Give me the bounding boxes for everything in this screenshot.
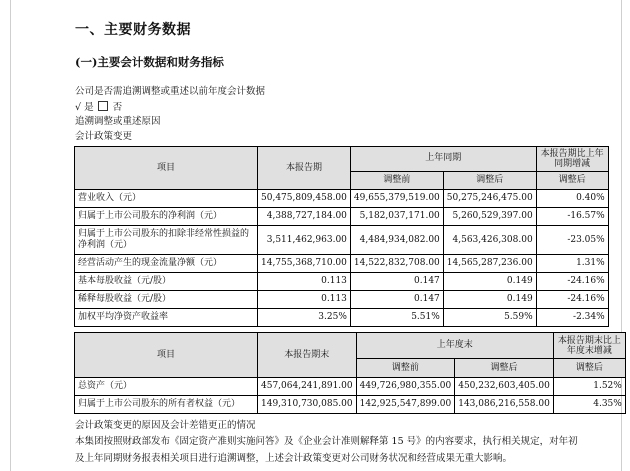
cell-current: 0.113 xyxy=(258,273,351,291)
row-label: 基本每股收益（元/股） xyxy=(75,273,258,291)
cell-current: 3.25% xyxy=(258,309,351,327)
restatement-question: 公司是否需追溯调整或重述以前年度会计数据 xyxy=(75,86,266,97)
cell-before: 14,522,832,708.00 xyxy=(350,255,443,273)
cell-after: 4,563,426,308.00 xyxy=(443,226,536,255)
restatement-answer xyxy=(75,101,122,114)
no-label: 否 xyxy=(112,102,123,113)
cell-change: -23.05% xyxy=(536,226,608,255)
row-label: 稀释每股收益（元/股） xyxy=(75,291,258,309)
check-mark-icon: √ xyxy=(75,102,82,113)
row-label: 归属于上市公司股东的扣除非经常性损益的净利润（元） xyxy=(75,226,258,255)
table-row xyxy=(75,273,609,291)
header-change-adjusted: 调整后 xyxy=(553,359,625,378)
cell-change: 4.35% xyxy=(553,396,625,414)
table-row xyxy=(75,378,626,396)
cell-after: 450,232,603,405.00 xyxy=(455,378,554,396)
header-before-adjust: 调整前 xyxy=(350,171,443,189)
cell-before: 49,655,379,519.00 xyxy=(350,190,443,208)
cell-change: 1.52% xyxy=(553,378,625,396)
row-label: 经营活动产生的现金流量净额（元） xyxy=(75,255,258,273)
table-row xyxy=(75,208,609,226)
cell-current: 4,388,727,184.00 xyxy=(258,208,351,226)
cell-before: 449,726,980,355.00 xyxy=(356,378,455,396)
policy-change-title: 会计政策变更的原因及会计差错更正的情况 xyxy=(75,420,256,431)
cell-before: 5,182,037,171.00 xyxy=(350,208,443,226)
table-row xyxy=(75,396,626,414)
row-label: 营业收入（元） xyxy=(75,190,258,208)
subsection-heading: (一)主要会计数据和财务指标 xyxy=(75,55,224,69)
cell-current: 457,064,241,891.00 xyxy=(258,378,357,396)
header-item: 项目 xyxy=(75,147,258,190)
header-change: 本报告期比上年同期增减 xyxy=(536,147,608,172)
cell-current: 149,310,730,085.00 xyxy=(258,396,357,414)
cell-current: 14,755,368,710.00 xyxy=(258,255,351,273)
cell-after: 0.149 xyxy=(443,273,536,291)
row-label: 加权平均净资产收益率 xyxy=(75,309,258,327)
cell-before: 142,925,547,899.00 xyxy=(356,396,455,414)
table-row xyxy=(75,309,609,327)
header-after-adjust: 调整后 xyxy=(455,359,554,378)
cell-after: 50,275,246,475.00 xyxy=(443,190,536,208)
balance-data-table xyxy=(74,332,626,414)
table-row xyxy=(75,226,609,255)
cell-before: 4,484,934,082.00 xyxy=(350,226,443,255)
header-change-adjusted: 调整后 xyxy=(536,171,608,189)
table-row xyxy=(75,291,609,309)
cell-change: -16.57% xyxy=(536,208,608,226)
header-prior-period: 上年同期 xyxy=(350,147,536,172)
table-row xyxy=(75,190,609,208)
cell-after: 14,565,287,236.00 xyxy=(443,255,536,273)
cell-change: -24.16% xyxy=(536,291,608,309)
row-label: 总资产（元） xyxy=(75,378,258,396)
cell-current: 50,475,809,458.00 xyxy=(258,190,351,208)
restatement-reason: 会计政策变更 xyxy=(75,131,133,142)
header-current-period-end: 本报告期末 xyxy=(258,333,357,378)
section-heading: 一、主要财务数据 xyxy=(75,22,191,38)
cell-after: 5.59% xyxy=(443,309,536,327)
cell-after: 5,260,529,397.00 xyxy=(443,208,536,226)
row-label: 归属于上市公司股东的所有者权益（元） xyxy=(75,396,258,414)
page-left-edge xyxy=(10,0,11,471)
header-after-adjust: 调整后 xyxy=(443,171,536,189)
header-current-period: 本报告期 xyxy=(258,147,351,190)
cell-before: 0.147 xyxy=(350,291,443,309)
cell-change: -24.16% xyxy=(536,273,608,291)
cell-after: 0.149 xyxy=(443,291,536,309)
table-row xyxy=(75,255,609,273)
header-prior-year-end: 上年度末 xyxy=(356,333,553,359)
policy-change-note: 本集团按照财政部发布《固定资产准则实施问答》及《企业会计准则解释第 15 号》的内容要求，执行相关规定，对年初及上年同期财务报表相关项目进行追溯调整，上述会计政策变更对公司财务状况和经营成果无重大影响。 xyxy=(75,436,578,464)
cell-before: 5.51% xyxy=(350,309,443,327)
cell-change: 0.40% xyxy=(536,190,608,208)
cell-after: 143,086,216,558.00 xyxy=(455,396,554,414)
cell-change: -2.34% xyxy=(536,309,608,327)
header-change: 本报告期末比上年度末增减 xyxy=(553,333,625,359)
header-item: 项目 xyxy=(75,333,258,378)
restatement-reason-title: 追溯调整或重述原因 xyxy=(75,116,161,127)
header-before-adjust: 调整前 xyxy=(356,359,455,378)
cell-current: 0.113 xyxy=(258,291,351,309)
cell-change: 1.31% xyxy=(536,255,608,273)
unchecked-box-icon xyxy=(98,101,108,111)
financial-data-table xyxy=(74,146,609,327)
cell-current: 3,511,462,963.00 xyxy=(258,226,351,255)
row-label: 归属于上市公司股东的净利润（元） xyxy=(75,208,258,226)
cell-before: 0.147 xyxy=(350,273,443,291)
yes-label: 是 xyxy=(84,102,94,113)
